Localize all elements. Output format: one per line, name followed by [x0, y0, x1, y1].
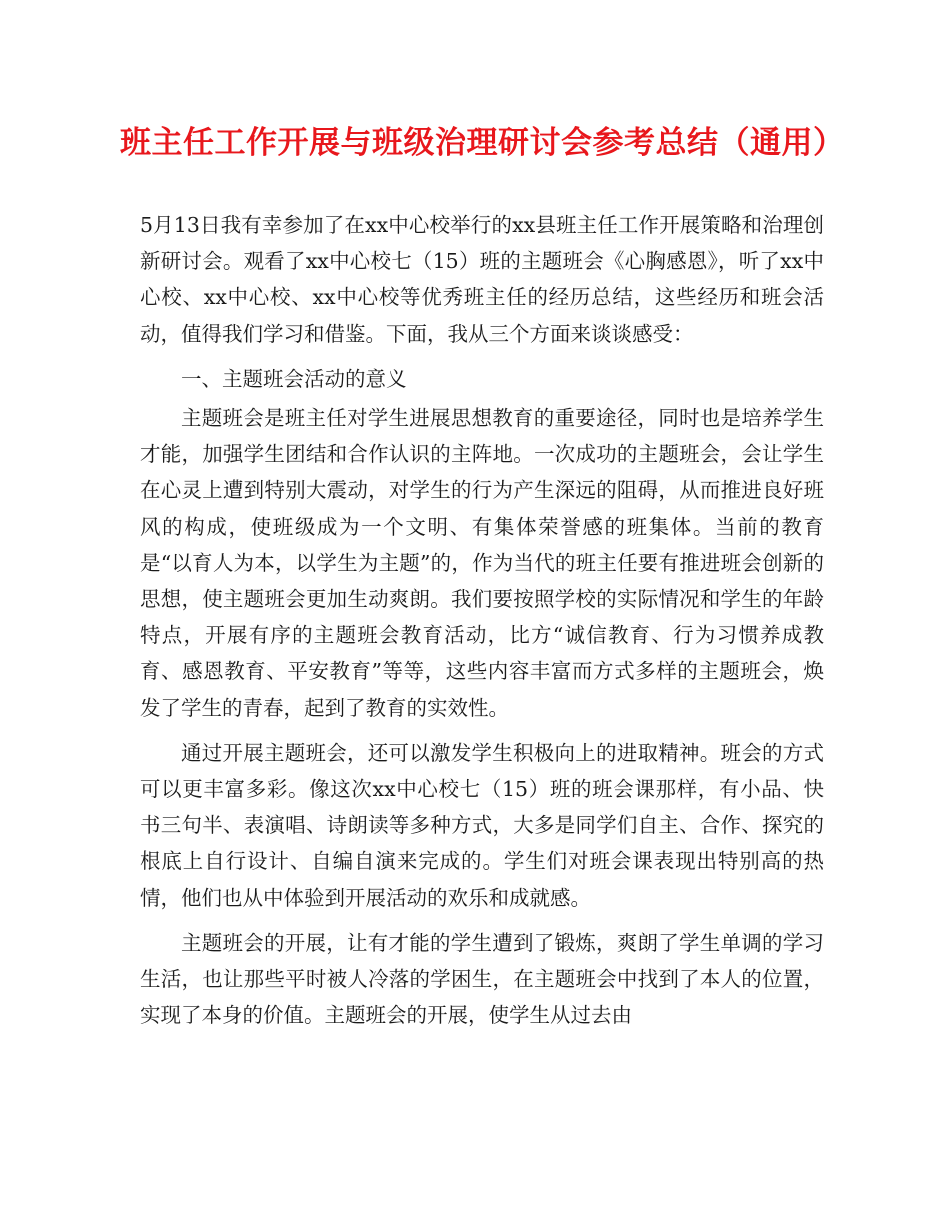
document-body: [140, 207, 824, 1042]
body-paragraph-1: 主题班会是班主任对学生进展思想教育的重要途径，同时也是培养学生才能，加强学生团结和合作认识的主阵地。一次成功的主题班会，会让学生在心灵上遭到特别大震动，对学生的行为产生深远的阻碍，从而推进良好班风的构成，使班级成为一个文明、有集体荣誉感的班集体。当前的教育是“以育人为本，以学生为主题”的，作为当代的班主任要有推进班会创新的思想，使主题班会更加生动爽朗。我们要按照学校的实际情况和学生的年龄特点，开展有序的主题班会教育活动，比方“诚信教育、行为习惯养成教育、感恩教育、平安教育”等等，这些内容丰富而方式多样的主题班会，焕发了学生的青春，起到了教育的实效性。: [140, 406, 824, 720]
body-paragraph-3: 主题班会的开展，让有才能的学生遭到了锻炼，爽朗了学生单调的学习生活，也让那些平时被人冷落的学困生，在主题班会中找到了本人的位置，实现了本身的价值。主题班会的开展，使学生从过去由: [140, 930, 824, 1028]
section-heading-1: 一、主题班会活动的意义: [181, 366, 407, 391]
intro-paragraph: 5月13日我有幸参加了在xx中心校举行的xx县班主任工作开展策略和治理创新研讨会。观看了xx中心校七（15）班的主题班会《心胸感恩》，听了xx中心校、xx中心校、xx中心校等优秀班主任的经历总结，这些经历和班会活动，值得我们学习和借鉴。下面，我从三个方面来谈谈感受：: [140, 213, 824, 346]
document-title: 班主任工作开展与班级治理研讨会参考总结（通用）: [120, 125, 845, 161]
body-paragraph-2: 通过开展主题班会，还可以激发学生积极向上的进取精神。班会的方式可以更丰富多彩。像这次xx中心校七（15）班的班会课那样，有小品、快书三句半、表演唱、诗朗读等多种方式，大多是同学们自主、合作、探究的根底上自行设计、自编自演来完成的。学生们对班会课表现出特别高的热情，他们也从中体验到开展活动的欢乐和成就感。: [140, 740, 824, 910]
